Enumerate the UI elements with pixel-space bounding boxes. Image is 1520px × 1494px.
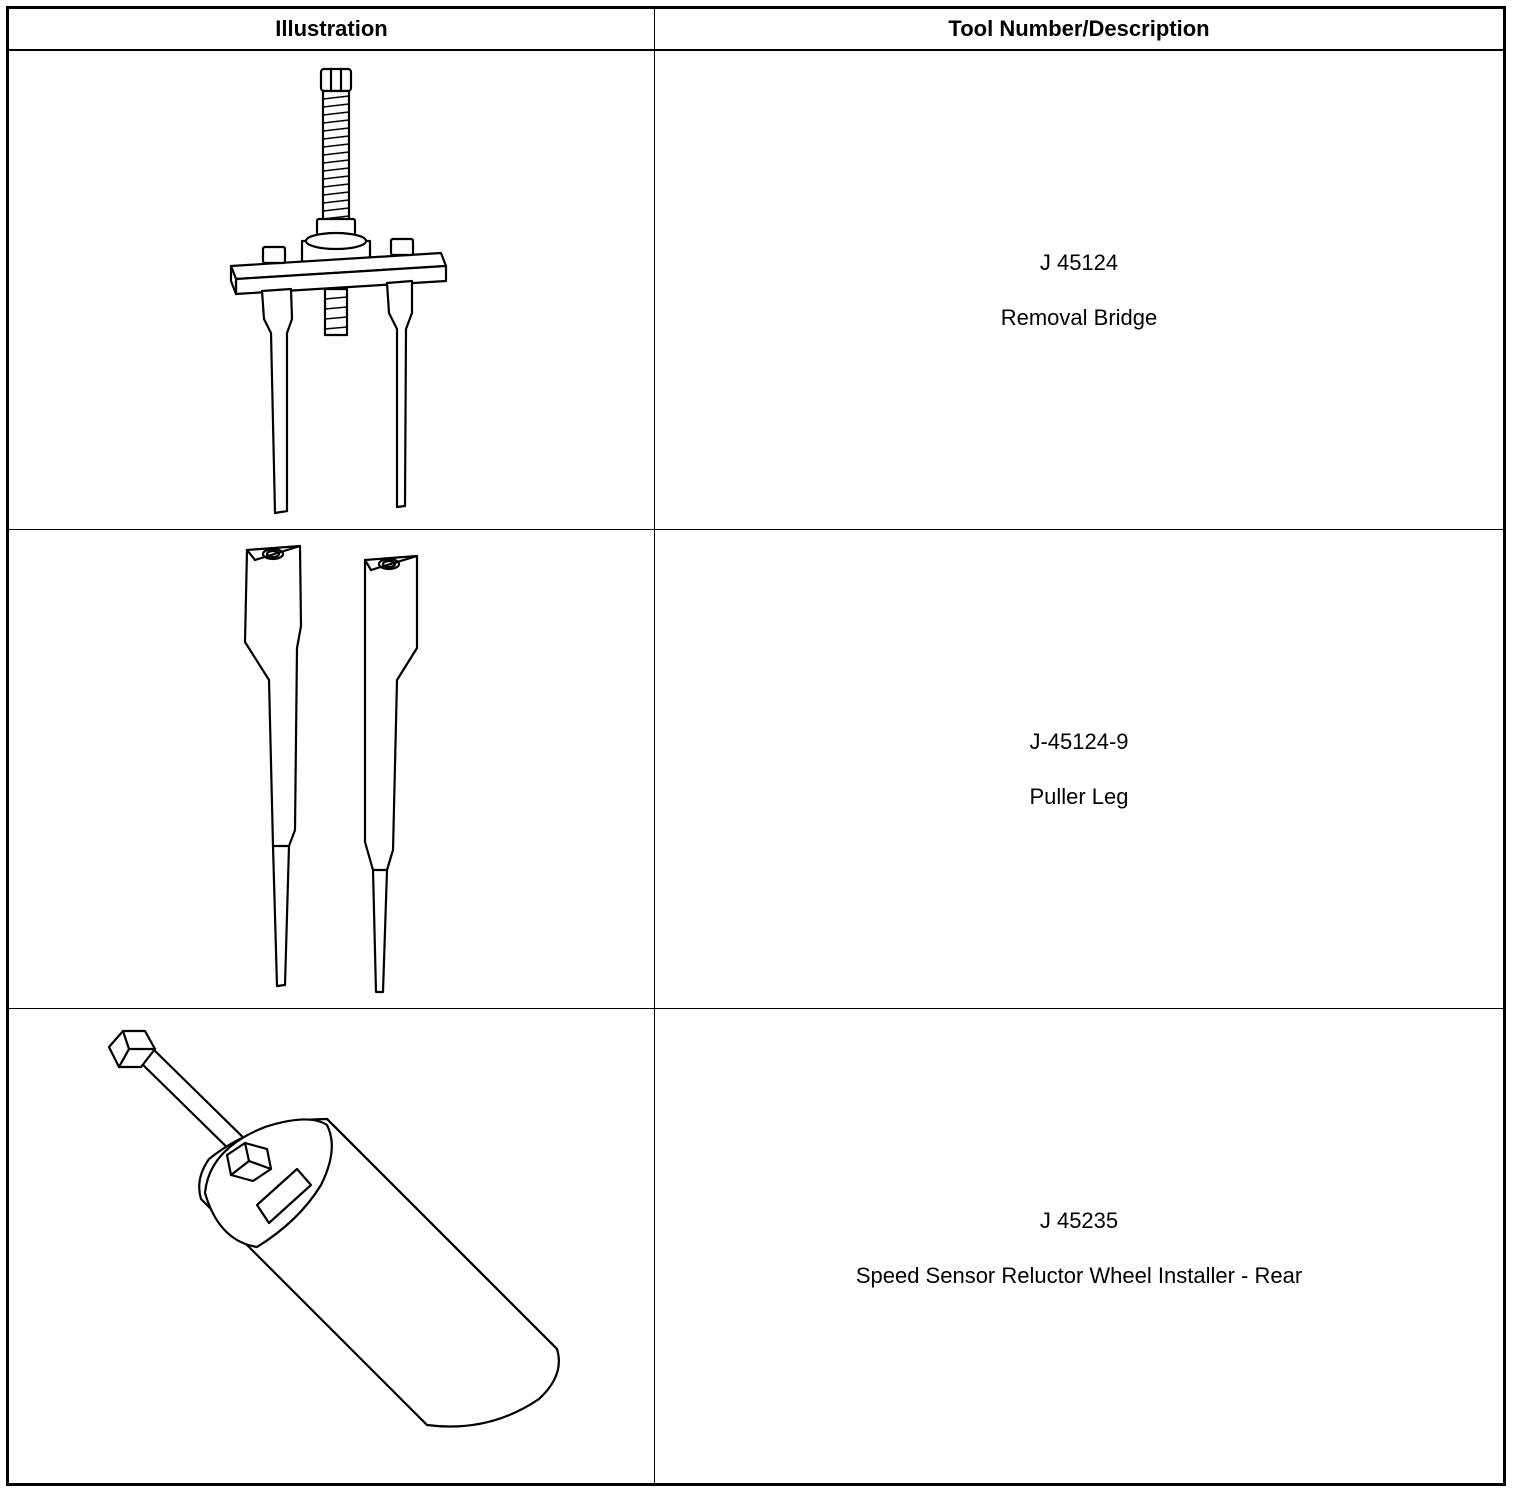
tool-description: Removal Bridge [1000, 304, 1158, 330]
illustration-cell [9, 51, 654, 529]
tool-description: Puller Leg [1029, 783, 1129, 809]
tool-table [6, 6, 1506, 1486]
tool-number: J 45124 [1039, 249, 1119, 275]
table-row [9, 530, 1503, 1009]
table-row [9, 51, 1503, 530]
removal-bridge-illustration [9, 51, 654, 529]
illustration-cell [9, 1009, 654, 1487]
illustration-cell [9, 530, 654, 1008]
tool-description: Speed Sensor Reluctor Wheel Installer - Rear [855, 1262, 1303, 1288]
table-row [9, 1009, 1503, 1487]
tool-number: J 45235 [1039, 1207, 1119, 1233]
table-header-row [9, 9, 1503, 51]
description-cell [655, 1009, 1503, 1487]
description-cell [655, 530, 1503, 1008]
description-cell [655, 51, 1503, 529]
reluctor-wheel-installer-illustration [9, 1009, 654, 1487]
header-tool-description: Tool Number/Description [948, 16, 1210, 41]
header-illustration: Illustration [275, 16, 388, 41]
tool-number: J-45124-9 [1029, 728, 1129, 754]
puller-leg-illustration [9, 530, 654, 1008]
